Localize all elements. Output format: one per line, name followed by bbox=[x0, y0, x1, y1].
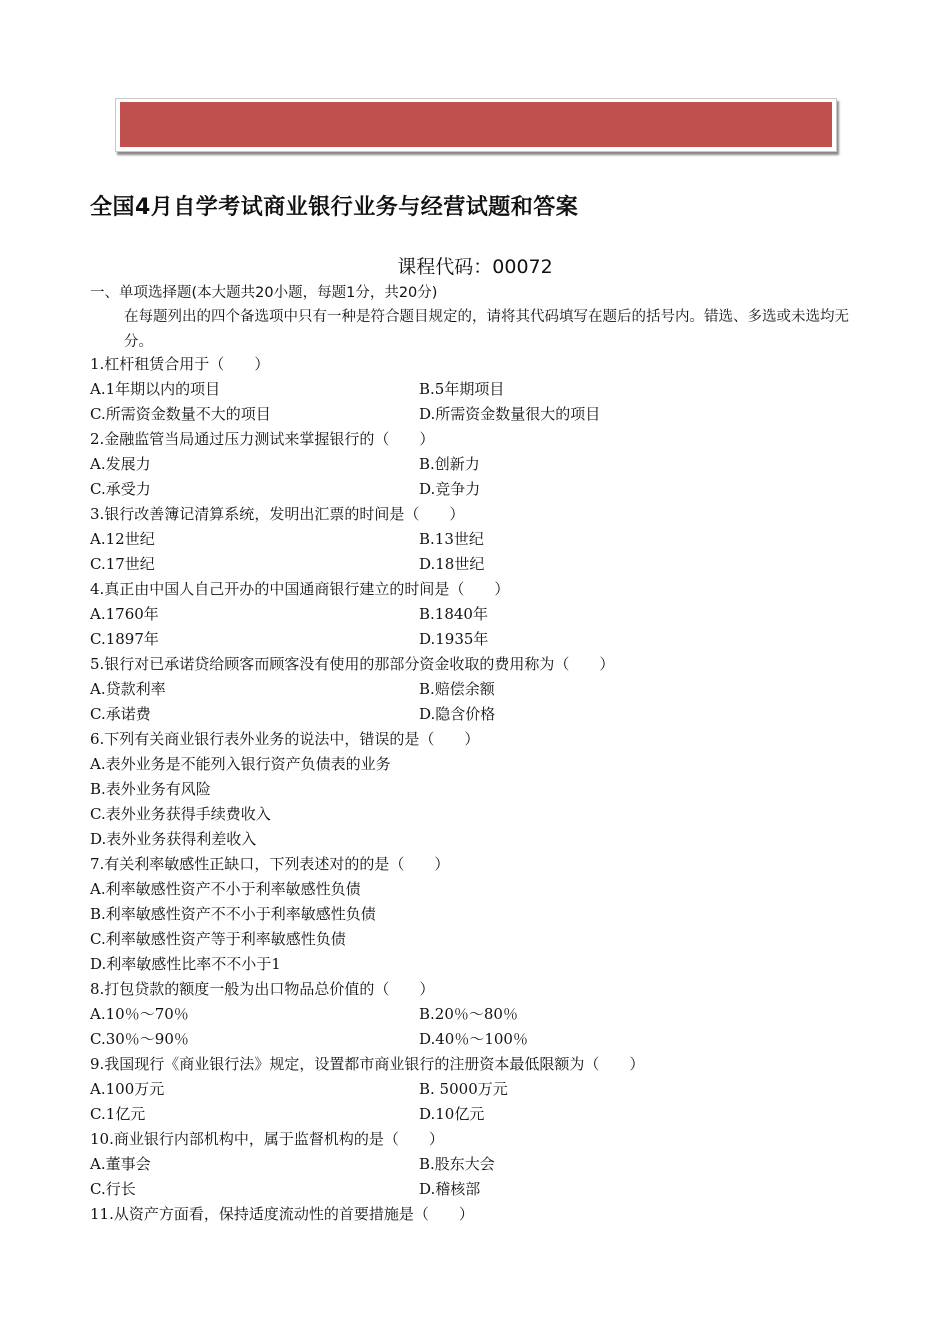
option: B.20％～80％ bbox=[419, 1005, 518, 1023]
option: A.表外业务是不能列入银行资产负债表的业务 bbox=[90, 755, 391, 773]
option: C.承受力 bbox=[90, 480, 151, 498]
question-stem: 10.商业银行内部机构中，属于监督机构的是（ ） bbox=[90, 1130, 444, 1148]
question-stem: 2.金融监管当局通过压力测试来掌握银行的（ ） bbox=[90, 430, 435, 448]
question-stem: 8.打包贷款的额度一般为出口物品总价值的（ ） bbox=[90, 980, 435, 998]
banner-bar bbox=[120, 102, 832, 147]
section-instruction: 在每题列出的四个备选项中只有一种是符合题目规定的，请将其代码填写在题后的括号内。错选、多选或未选均无分。 bbox=[124, 309, 849, 350]
option: C.表外业务获得手续费收入 bbox=[90, 805, 271, 823]
question-stem: 9.我国现行《商业银行法》规定，设置都市商业银行的注册资本最低限额为（ ） bbox=[90, 1055, 645, 1073]
option: C.利率敏感性资产等于利率敏感性负债 bbox=[90, 930, 346, 948]
question-list bbox=[90, 352, 870, 1227]
question-stem: 3.银行改善簿记清算系统，发明出汇票的时间是（ ） bbox=[90, 505, 465, 523]
option: D.18世纪 bbox=[419, 555, 485, 573]
section-heading: 一、单项选择题(本大题共20小题，每题1分，共20分) bbox=[90, 285, 438, 301]
option: A.发展力 bbox=[90, 455, 151, 473]
option: A.1年期以内的项目 bbox=[90, 380, 221, 398]
option: D.所需资金数量很大的项目 bbox=[419, 405, 601, 423]
option: D.10亿元 bbox=[419, 1105, 485, 1123]
question-stem: 11.从资产方面看，保持适度流动性的首要措施是（ ） bbox=[90, 1205, 474, 1223]
option: A.贷款利率 bbox=[90, 680, 166, 698]
option: A.10％～70％ bbox=[90, 1005, 189, 1023]
option: C.30％～90％ bbox=[90, 1030, 189, 1048]
option: A.董事会 bbox=[90, 1155, 151, 1173]
header-banner bbox=[115, 98, 837, 152]
option: B. 5000万元 bbox=[419, 1080, 508, 1098]
question-stem: 6.下列有关商业银行表外业务的说法中，错误的是（ ） bbox=[90, 730, 480, 748]
option: A.100万元 bbox=[90, 1080, 165, 1098]
option: C.行长 bbox=[90, 1180, 136, 1198]
document-title: 全国4月自学考试商业银行业务与经营试题和答案 bbox=[90, 195, 579, 220]
question-stem: 1.杠杆租赁合用于（ ） bbox=[90, 355, 270, 373]
course-code: 课程代码：00072 bbox=[397, 256, 553, 278]
option: B.1840年 bbox=[419, 605, 488, 623]
option: B.创新力 bbox=[419, 455, 480, 473]
option: D.稽核部 bbox=[419, 1180, 481, 1198]
question-stem: 7.有关利率敏感性正缺口，下列表述对的的是（ ） bbox=[90, 855, 450, 873]
option: B.13世纪 bbox=[419, 530, 484, 548]
option: D.1935年 bbox=[419, 630, 489, 648]
option: C.1亿元 bbox=[90, 1105, 146, 1123]
option: D.竞争力 bbox=[419, 480, 481, 498]
option: B.股东大会 bbox=[419, 1155, 495, 1173]
option: D.利率敏感性比率不不小于1 bbox=[90, 955, 281, 973]
option: A.利率敏感性资产不小于利率敏感性负债 bbox=[90, 880, 361, 898]
option: C.承诺费 bbox=[90, 705, 151, 723]
option: B.赔偿余额 bbox=[419, 680, 495, 698]
option: C.所需资金数量不大的项目 bbox=[90, 405, 271, 423]
option: D.40％～100％ bbox=[419, 1030, 528, 1048]
option: B.5年期项目 bbox=[419, 380, 505, 398]
option: B.利率敏感性资产不不小于利率敏感性负债 bbox=[90, 905, 376, 923]
option: A.12世纪 bbox=[90, 530, 155, 548]
option: D.隐含价格 bbox=[419, 705, 496, 723]
option: B.表外业务有风险 bbox=[90, 780, 211, 798]
question-stem: 4.真正由中国人自己开办的中国通商银行建立的时间是（ ） bbox=[90, 580, 510, 598]
option: C.1897年 bbox=[90, 630, 159, 648]
option: C.17世纪 bbox=[90, 555, 155, 573]
question-stem: 5.银行对已承诺贷给顾客而顾客没有使用的那部分资金收取的费用称为（ ） bbox=[90, 655, 615, 673]
option: D.表外业务获得利差收入 bbox=[90, 830, 257, 848]
option: A.1760年 bbox=[90, 605, 159, 623]
